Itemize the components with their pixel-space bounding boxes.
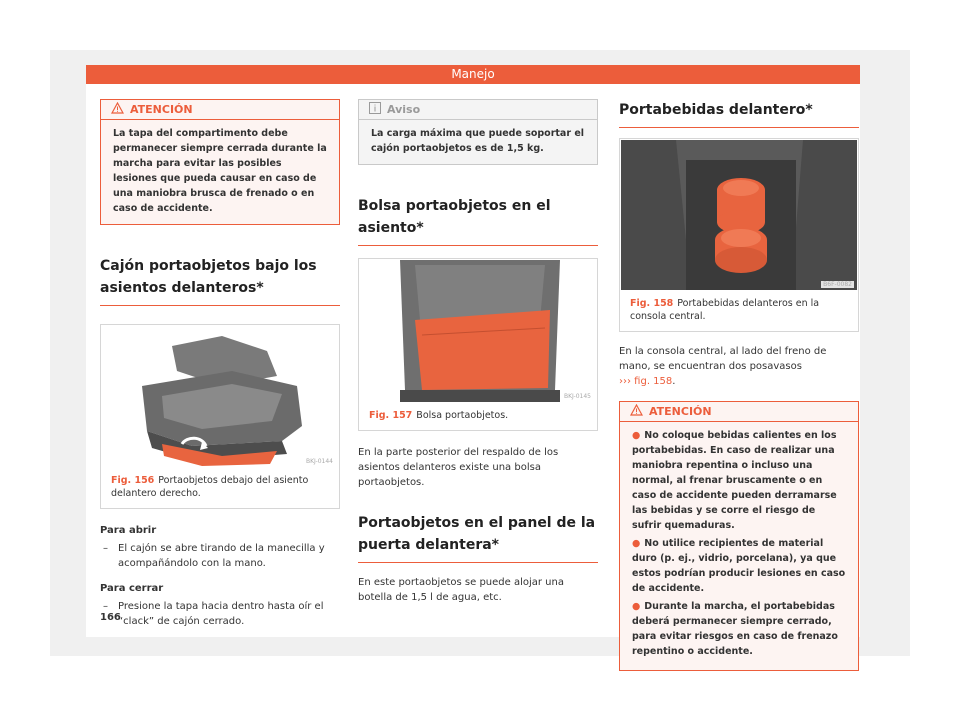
paragraph: En la parte posterior del respaldo de los asientos delanteros existe una bolsa portaobjetos.: [358, 447, 559, 488]
note-header: [359, 100, 597, 120]
close-heading: Para cerrar: [100, 583, 164, 594]
warning-item-text: No coloque bebidas calientes en los portabebidas. En caso de realizar una maniobra repentina o incluso una normal, al frenar bruscamente o en caso de accidente pueden derramarse las bebidas y se corre el riesgo de sufrir quemaduras.: [632, 430, 837, 531]
close-step-text: Presione la tapa hacia dentro hasta oír el “clack” de cajón cerrado.: [118, 601, 324, 627]
link-suffix: .: [672, 376, 676, 387]
warning-title: ATENCIÓN: [130, 103, 193, 116]
figure-caption-text: Portaobjetos debajo del asiento delantero derecho.: [111, 475, 309, 499]
warning-text: La tapa del compartimento debe permanecer siempre cerrada durante la marcha para evitar las posibles lesiones que pueda causar en caso de una maniobra brusca de frenado o en caso de accidente.: [113, 128, 327, 214]
section-title: Cajón portaobjetos bajo los asientos delanteros*: [100, 255, 340, 306]
info-icon: [369, 102, 381, 117]
figure-caption: [359, 403, 597, 430]
paragraph: En este portaobjetos se puede alojar una botella de 1,5 l de agua, etc.: [358, 577, 564, 603]
figure-156: [100, 324, 340, 509]
warning-triangle-icon: [111, 102, 124, 117]
warning-triangle-icon: [630, 404, 643, 419]
warning-item-text: Durante la marcha, el portabebidas deberá permanecer siempre cerrado, para evitar riesgos en caso de frenazo repentino o accidente.: [632, 601, 838, 657]
warning-item-text: No utilice recipientes de material duro (p. ej., vidrio, porcelana), ya que estos podrían producir lesiones en caso de accidente.: [632, 538, 846, 594]
chapter-header: Manejo: [86, 65, 860, 84]
column-3: [619, 99, 859, 671]
warning-item: ● No utilice recipientes de material duro (p. ej., vidrio, porcelana), ya que estos podrían producir lesiones en caso de accidente.: [632, 538, 846, 594]
warning-title: ATENCIÓN: [649, 405, 712, 418]
figure-code: BKJ-0145: [563, 393, 591, 400]
cup-holder-illustration: [621, 140, 857, 290]
figure-label: Fig. 156: [111, 475, 155, 486]
open-step: – El cajón se abre tirando de la manecilla y acompañándolo con la mano.: [103, 543, 325, 569]
figure-caption-text: Bolsa portaobjetos.: [416, 410, 509, 421]
warning-header: [620, 402, 858, 422]
figure-code: B6F-0082: [823, 281, 852, 288]
column-1: [100, 99, 340, 629]
figure-caption: [620, 291, 858, 331]
figure-158: [619, 138, 859, 332]
section-title: Portaobjetos en el panel de la puerta delantera*: [358, 512, 598, 563]
paragraph: [619, 344, 859, 389]
close-step: – Presione la tapa hacia dentro hasta oír el “clack” de cajón cerrado.: [103, 601, 324, 627]
warning-item: ● Durante la marcha, el portabebidas deberá permanecer siempre cerrado, para evitar riesgos en caso de frenazo repentino o accidente.: [632, 601, 838, 657]
seat-drawer-illustration: [102, 326, 338, 467]
page-number: 166: [100, 612, 121, 623]
section-title: Portabebidas delantero*: [619, 99, 859, 128]
warning-box: [619, 401, 859, 671]
note-text: La carga máxima que puede soportar el cajón portaobjetos es de 1,5 kg.: [371, 128, 585, 154]
figure-caption: [101, 468, 339, 508]
paragraph-text: En la consola central, al lado del freno de mano, se encuentran dos posavasos: [619, 346, 827, 372]
figure-code: BKJ-0144: [305, 458, 333, 465]
warning-list: [620, 422, 858, 670]
seat-back-pocket-illustration: [360, 260, 596, 402]
figure-157: [358, 258, 598, 431]
figure-caption-text: Portabebidas delanteros en la consola central.: [630, 298, 820, 322]
column-2: [358, 99, 598, 605]
open-step-text: El cajón se abre tirando de la manecilla y acompañándolo con la mano.: [118, 543, 325, 569]
figure-label: Fig. 157: [369, 410, 413, 421]
open-heading: Para abrir: [100, 525, 157, 536]
figure-label: Fig. 158: [630, 298, 674, 309]
warning-header: [101, 100, 339, 120]
warning-item: ● No coloque bebidas calientes en los portabebidas. En caso de realizar una maniobra repentina o incluso una normal, al frenar bruscamente o en caso de accidente pueden derramarse las bebidas y se corre el riesgo de sufrir quemaduras.: [632, 430, 837, 531]
section-title: Bolsa portaobjetos en el asiento*: [358, 195, 598, 246]
manual-page: [86, 65, 860, 657]
note-title: Aviso: [387, 103, 421, 116]
note-box: [358, 99, 598, 165]
warning-box: [100, 99, 340, 225]
figure-link[interactable]: ››› fig. 158: [619, 376, 673, 387]
